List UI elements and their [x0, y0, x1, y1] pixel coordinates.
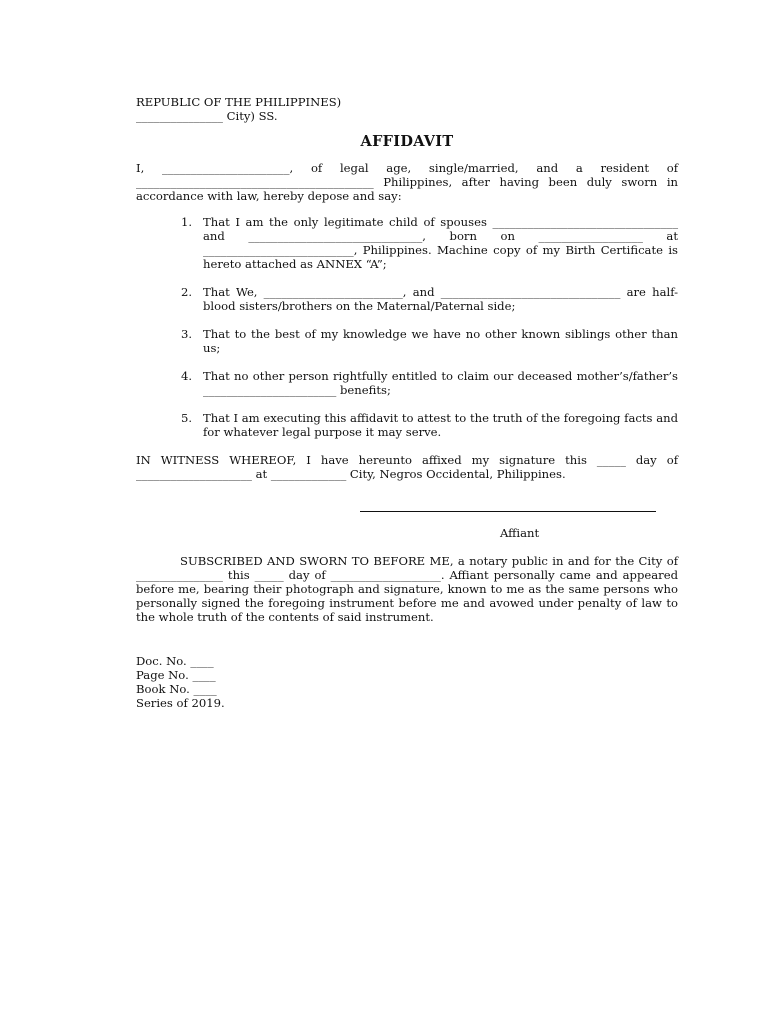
item-text: That I am the only legitimate child of spouses ________________________________ and ______________________________, born on __________________ at __________________________, Philippines. Machine copy of my Birth Certificate is hereto attached as ANNEX “A”; [203, 215, 678, 271]
notarial-register [136, 654, 678, 710]
item-text: That to the best of my knowledge we have no other known siblings other than us; [203, 327, 678, 355]
doc-no: Doc. No. ____ [136, 654, 214, 668]
series-year: Series of 2019. [136, 696, 225, 710]
item-text: That no other person rightfully entitled to claim our deceased mother’s/father’s _______________________ benefits; [203, 369, 678, 397]
list-item [136, 215, 678, 271]
item-number: 2. [181, 285, 193, 299]
list-item [136, 369, 678, 397]
jurat-paragraph: SUBSCRIBED AND SWORN TO BEFORE ME, a notary public in and for the City of _______________ this _____ day of ___________________. Affiant personally came and appeared before me, bearing their photograph and signature, known to me as the same persons who personally signed the foregoing instrument before me and avowed under penalty of law to the whole truth of the contents of said instrument. [136, 554, 678, 624]
signature-line [360, 511, 656, 512]
list-item [136, 285, 678, 313]
item-text: That We, ________________________, and _______________________________ are half-blood sisters/brothers on the Maternal/Paternal side; [203, 285, 678, 313]
header-republic: REPUBLIC OF THE PHILIPPINES) [136, 95, 342, 109]
item-number: 4. [181, 369, 193, 383]
header-city-ss: _______________ City) SS. [136, 109, 278, 123]
book-no: Book No. ____ [136, 682, 217, 696]
item-text: That I am executing this affidavit to attest to the truth of the foregoing facts and for whatever legal purpose it may serve. [203, 411, 678, 439]
intro-paragraph: I, ______________________, of legal age, single/married, and a resident of _________________________________________ Philippines, after having been duly sworn in accordance with law, hereby depose and say: [136, 161, 678, 203]
item-number: 3. [181, 327, 193, 341]
witness-paragraph: IN WITNESS WHEREOF, I have hereunto affixed my signature this _____ day of ____________________ at _____________ City, Negros Occidental, Philippines. [136, 453, 678, 481]
item-number: 1. [181, 215, 193, 229]
page-no: Page No. ____ [136, 668, 216, 682]
affiant-label: Affiant [500, 526, 540, 540]
list-item [136, 411, 678, 439]
document-title: AFFIDAVIT [360, 133, 454, 150]
list-item [136, 327, 678, 355]
document-body [136, 95, 678, 710]
deposition-list [136, 215, 678, 439]
item-number: 5. [181, 411, 193, 425]
